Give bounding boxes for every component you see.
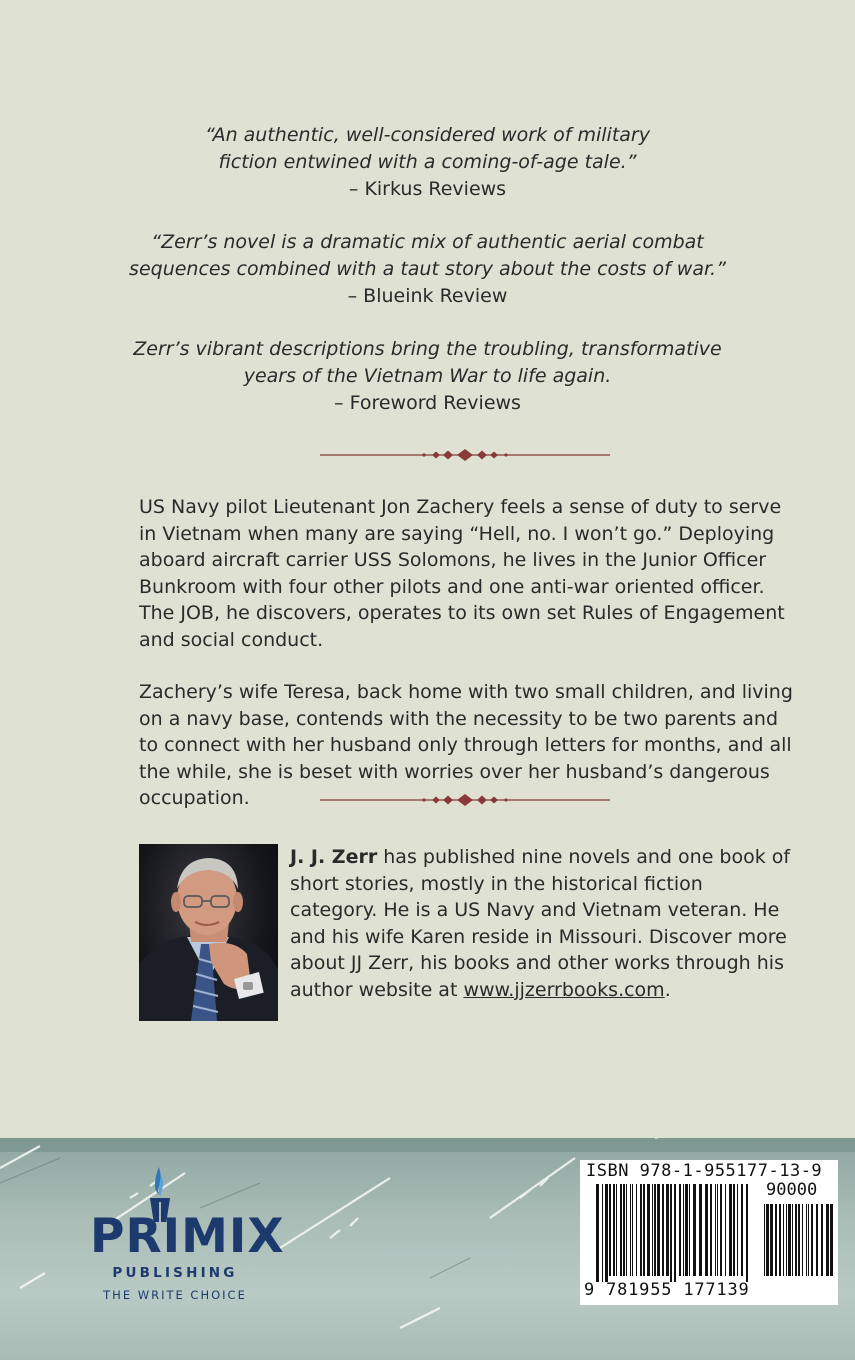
author-bio-text: has published nine novels and one book of short stories, mostly in the historical fiction category. He is a US Navy and Vietnam veteran. He and his wife Karen reside in Missouri. Discover more about JJ Zerr, his books and other works through his author website at (290, 846, 791, 1001)
review-text: Zerr’s vibrant descriptions bring the troubling, transformative years of the Vietnam War to life again. (133, 338, 722, 387)
description-paragraph: US Navy pilot Lieutenant Jon Zachery feels a sense of duty to serve in Vietnam when many are saying “Hell, no. I won’t go.” Deploying aboard aircraft carrier USS Solomons, he lives in the Junior Officer Bunkroom with four other pilots and one anti-war oriented officer. The JOB, he discovers, operates to its own set Rules of Engagement and social conduct. (139, 496, 785, 651)
publisher-logo (90, 1162, 285, 1312)
review-source: – Blueink Review (347, 285, 508, 307)
review-source: – Foreword Reviews (334, 392, 521, 414)
review-foreword (0, 336, 855, 417)
publisher-name: PRIMIX (90, 1209, 285, 1264)
review-kirkus (0, 122, 855, 203)
author-photo (139, 844, 278, 1021)
review-text: “Zerr’s novel is a dramatic mix of authentic aerial combat sequences combined with a taut story about the costs of war.” (129, 231, 726, 280)
review-source: – Kirkus Reviews (348, 178, 507, 200)
isbn-label: ISBN 978-1-955177-13-9 (586, 1161, 823, 1181)
reviews (0, 122, 855, 443)
publisher-tagline: THE WRITE CHOICE (103, 1288, 247, 1302)
description-paragraph: Zachery’s wife Teresa, back home with two small children, and living on a navy base, contends with the necessity to be two parents and to connect with her husband only through letters for months, and all the while, she is beset with worries over her husband’s dangerous occupation. (139, 681, 793, 809)
author-website-link[interactable]: www.jjzerrbooks.com (463, 978, 665, 1001)
author-section (139, 844, 794, 1022)
publisher-sub: PUBLISHING (112, 1265, 238, 1281)
author-bio-end: . (664, 978, 671, 1001)
ornamental-divider (320, 793, 610, 807)
review-text: “An authentic, well-considered work of military fiction entwined with a coming-of-age tale.” (205, 124, 650, 173)
author-bio (290, 844, 794, 1003)
book-description (139, 494, 794, 838)
author-name: J. J. Zerr (290, 846, 378, 868)
ornamental-divider (320, 448, 610, 462)
ean-digits: 9 781955 177139 (584, 1280, 750, 1300)
price-code: 90000 (766, 1180, 818, 1200)
isbn-barcode (580, 1160, 838, 1305)
review-blueink (0, 229, 855, 310)
